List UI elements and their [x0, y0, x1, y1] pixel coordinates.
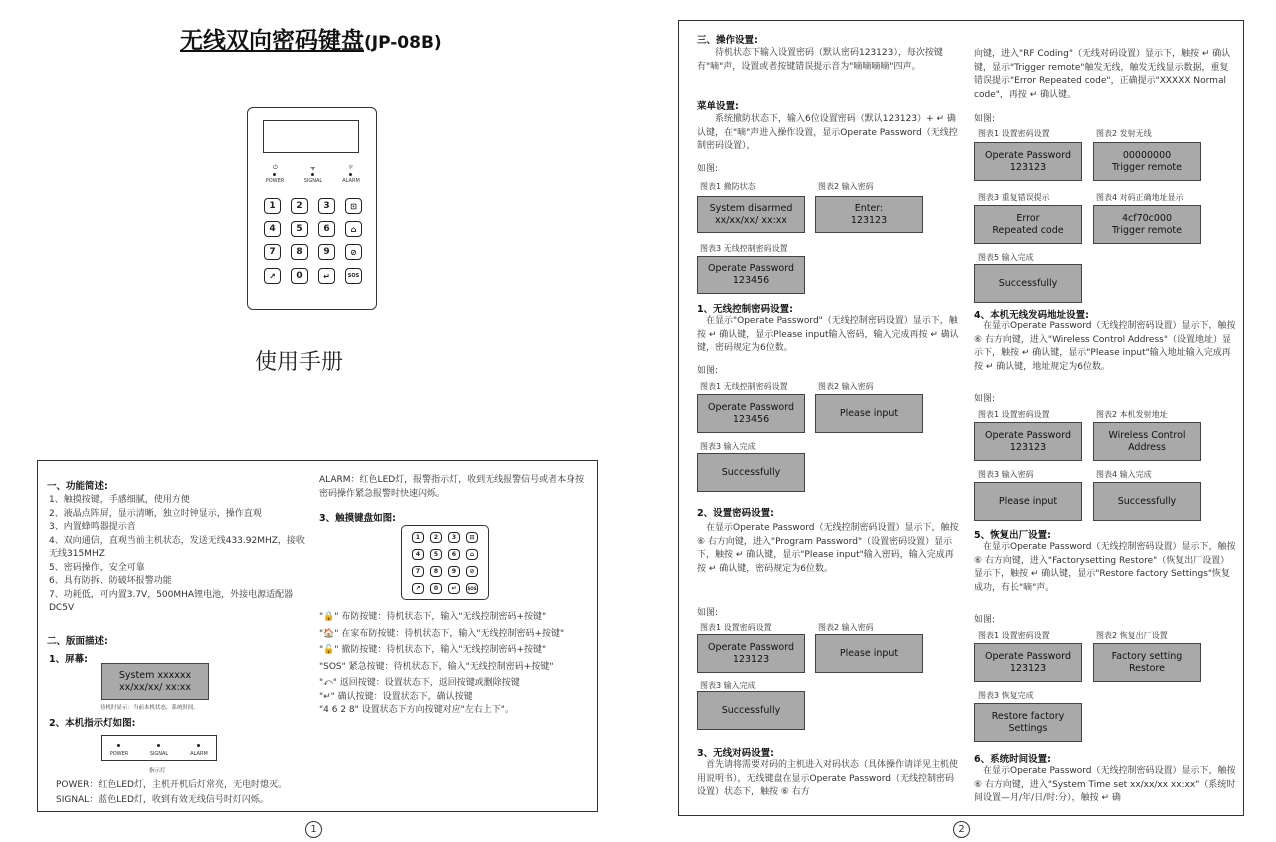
lcd-figure: Operate Password 123456 — [697, 394, 805, 433]
s1-as-shown: 如图: — [697, 366, 719, 376]
fig-caption: 图表3 输入密码 — [978, 470, 1034, 479]
features-list — [49, 494, 305, 616]
manual-title: 使用手册 — [255, 350, 344, 375]
s2-text: 在显示Operate Password（无线控制密码设置）显示下，触按 ⑥ 右方向键，进入"Program Password"（设置密码设置）显示下，触按 ↵ 确认键，显示"Please input"输入密码，输入完成再按 ↵ 确认键，密码规定为6位数。 — [697, 523, 959, 574]
key-1[interactable]: 1 — [264, 198, 281, 214]
s2-as-shown: 如图: — [697, 608, 719, 618]
s5-as-shown: 如图: — [974, 615, 996, 625]
lcd-figure: Please input — [815, 394, 923, 433]
lcd-figure: 00000000 Trigger remote — [1093, 142, 1201, 181]
screen-display: System xxxxxx xx/xx/xx/ xx:xx — [101, 663, 209, 700]
s3-heading: 3、无线对码设置: — [697, 748, 774, 759]
s4-text: 在显示Operate Password（无线控制密码设置）显示下，触按 ⑥ 右方向键，进入"Wireless Control Address"（设置地址）显示下，触按 ↵ 确认键，显示"Please input"输入地址输入完成再按 ↵ 确认键，地址规定为6位数。 — [974, 321, 1236, 372]
key-descriptions — [319, 611, 584, 718]
page-number-2: 2 — [953, 821, 970, 838]
s1-text: 在显示"Operate Password"（无线控制密码设置）显示下，触按 ↵ 确认键，显示Please input输入密码，输入完成再按 ↵ 确认键，密码规定为6位数。 — [697, 316, 959, 353]
layout-heading: 二、版面描述: — [47, 636, 108, 647]
op-text: 待机状态下输入设置密码（默认密码123123），每次按键有"嘀"声，设置或者按键错误提示音为"嘀嘀嘀嘀"四声。 — [697, 48, 943, 72]
alarm-desc: ALARM：红色LED灯，报警指示灯，收到无线报警信号或者本身按密码操作紧急报警时快速闪烁。 — [319, 475, 585, 499]
lcd-figure: Operate Password 123456 — [697, 256, 805, 294]
key-5[interactable]: 5 — [291, 221, 308, 237]
feature-item: 2、液晶点阵屏，显示清晰，独立时钟显示，操作直观 — [49, 508, 262, 519]
lcd-figure: Please input — [815, 634, 923, 673]
indicator-caption: 指示灯 — [149, 768, 166, 774]
key-desc: "↵" 确认按键：设置状态下，确认按键 — [319, 691, 473, 702]
home-key[interactable]: ⌂ — [345, 221, 362, 237]
feature-item: 3、内置蜂鸣器提示音 — [49, 522, 136, 532]
fig-caption: 图表3 输入完成 — [700, 442, 756, 451]
lcd-figure: Please input — [974, 482, 1082, 521]
fig-caption: 图表4 对码正确地址显示 — [1096, 193, 1184, 202]
lcd-figure: Enter: 123123 — [815, 196, 923, 233]
lcd-figure: Successfully — [697, 453, 805, 492]
s4-heading: 4、本机无线发码地址设置: — [974, 310, 1089, 321]
key-7[interactable]: 7 — [264, 244, 281, 260]
fig-caption: 图表4 输入完成 — [1096, 470, 1152, 479]
key-6[interactable]: 6 — [318, 221, 335, 237]
op-heading: 三、操作设置: — [697, 35, 758, 46]
device-screen — [263, 120, 359, 153]
lcd-figure: Operate Password 123123 — [974, 142, 1082, 181]
s5-heading: 5、恢复出厂设置: — [974, 530, 1051, 541]
alarm-indicator: ☼ ALARM — [342, 164, 360, 184]
fig-caption: 图表2 发射无线 — [1096, 129, 1152, 138]
lcd-figure: Factory setting Restore — [1093, 643, 1201, 682]
s1-heading: 1、无线控制密码设置: — [697, 304, 793, 315]
device-illustration — [247, 107, 377, 310]
title-text: 无线双向密码键盘 — [180, 28, 364, 54]
document-title — [180, 22, 510, 54]
menu-heading: 菜单设置: — [697, 101, 739, 112]
key-8[interactable]: 8 — [291, 244, 308, 260]
fig-caption: 图表1 设置密码设置 — [978, 631, 1050, 640]
lcd-figure: Error Repeated code — [974, 205, 1082, 244]
fig-caption: 图表1 撤防状态 — [700, 182, 756, 191]
key-3[interactable]: 3 — [318, 198, 335, 214]
lcd-figure: System disarmed xx/xx/xx/ xx:xx — [697, 196, 805, 233]
fig-caption: 图表3 无线控制密码设置 — [700, 244, 788, 253]
lcd-figure: Operate Password 123123 — [974, 643, 1082, 682]
feature-item: 4、双向通信，直观当前主机状态，发送无线433.92MHZ，接收无线315MHZ — [49, 535, 305, 559]
fig-caption: 图表5 输入完成 — [978, 253, 1034, 262]
key-desc: "4 6 2 8" 设置状态下方向按键对应"左右上下"。 — [319, 705, 514, 715]
fig-caption: 图表1 设置密码设置 — [978, 129, 1050, 138]
lcd-figure: Successfully — [974, 264, 1082, 303]
s5-text: 在显示Operate Password（无线控制密码设置）显示下，触按 ⑥ 右方向键，进入"Factorysetting Restore"（恢复出厂设置）显示下，触按 ↵ 确认键，显示"Restore factory Settings"恢复成功，有长"嘀"声。 — [974, 542, 1236, 593]
s2-heading: 2、设置密码设置: — [697, 508, 774, 519]
s6-heading: 6、系统时间设置: — [974, 754, 1051, 765]
feature-item: 6、具有防拆、防破坏报警功能 — [49, 576, 172, 586]
fig-caption: 图表2 恢复出厂设置 — [1096, 631, 1168, 640]
indicator-heading: 2、本机指示灯如图: — [49, 718, 136, 729]
key-desc: "⤺" 返回按键：设置状态下，返回按键或删除按键 — [319, 678, 520, 688]
indicator-panel: POWER SIGNAL ALARM — [101, 735, 217, 761]
lcd-figure: 4cf70c000 Trigger remote — [1093, 205, 1201, 244]
signal-indicator: ᯤ SIGNAL — [303, 165, 323, 184]
fig-caption: 图表3 输入完成 — [700, 681, 756, 690]
lcd-figure: Operate Password 123123 — [697, 634, 805, 673]
lcd-figure: Wireless Control Address — [1093, 422, 1201, 461]
page-number-1: 1 — [305, 821, 322, 838]
sos-key[interactable]: SOS — [345, 268, 362, 284]
menu-as-shown: 如图: — [697, 164, 719, 174]
s3-cont: 向键，进入"RF Coding"（无线对码设置）显示下，触按 ↵ 确认键，显示"Trigger remote"触发无线，触发无线显示数据，重复错误提示"Error Repeated code"，正确提示"XXXXX Normal code"，再按 ↵ 确认键。 — [974, 49, 1231, 100]
s3-as-shown: 如图: — [974, 114, 996, 124]
signal-desc: SIGNAL：蓝色LED灯，收到有效无线信号时灯闪烁。 — [56, 795, 269, 805]
lcd-figure: Operate Password 123123 — [974, 422, 1082, 461]
power-desc: POWER：红色LED灯，主机开机后灯常亮，无电时熄灭。 — [56, 780, 287, 790]
model-text: (JP-08B) — [364, 33, 442, 53]
fig-caption: 图表1 无线控制密码设置 — [700, 382, 788, 391]
screen-heading: 1、屏幕: — [49, 654, 88, 665]
fig-caption: 图表2 本机发射地址 — [1096, 410, 1168, 419]
power-indicator: ⏻ POWER — [265, 164, 285, 184]
key-desc: "🔓" 撤防按键：待机状态下，输入"无线控制密码+按键" — [319, 645, 547, 655]
unlock-key[interactable]: ⊘ — [345, 244, 362, 260]
key-0[interactable]: 0 — [291, 268, 308, 284]
s6-text: 在显示Operate Password（无线控制密码设置）显示下，触按 ⑥ 右方向键，进入"System Time set xx/xx/xx xx:xx"（系统时间设置—月/年/日/时:分），触按 ↵ 确 — [974, 766, 1236, 803]
s4-as-shown: 如图: — [974, 394, 996, 404]
key-desc: "🔒" 布防按键：待机状态下，输入"无线控制密码+按键" — [319, 612, 547, 622]
lcd-figure: Successfully — [1093, 482, 1201, 521]
feature-item: 7、功耗低，可内置3.7V，500MHA锂电池，外接电源适配器DC5V — [49, 589, 294, 613]
key-9[interactable]: 9 — [318, 244, 335, 260]
enter-key[interactable]: ↵ — [318, 268, 335, 284]
lcd-figure: Successfully — [697, 691, 805, 730]
feature-item: 1、触摸按键，手感细腻，使用方便 — [49, 495, 190, 505]
menu-text: 系统撤防状态下，输入6位设置密码（默认123123）+ ↵ 确认键，在"嘀"声进入操作设置，显示Operate Password（无线控制密码设置）， — [697, 114, 958, 151]
key-desc: "SOS" 紧急按键：待机状态下，输入"无线控制密码+按键" — [319, 661, 554, 672]
features-heading: 一、功能简述: — [47, 481, 108, 492]
back-key[interactable]: ↗ — [264, 268, 281, 284]
screen-caption: 待机时显示：当前本机状态，系统时间。 — [100, 705, 200, 711]
s3-text: 首先请将需要对码的主机进入对码状态（具体操作请详见主机使用说明书），无线键盘在显示Operate Password（无线控制密码设置）状态下，触按 ⑥ 右方 — [697, 760, 959, 797]
feature-item: 5、密码操作，安全可靠 — [49, 562, 145, 573]
lcd-figure: Restore factory Settings — [974, 703, 1082, 742]
fig-caption: 图表2 输入密码 — [818, 623, 874, 632]
fig-caption: 图表1 设置密码设置 — [700, 623, 772, 632]
key-4[interactable]: 4 — [264, 221, 281, 237]
keypad-heading: 3、触摸键盘如图: — [319, 513, 396, 524]
key-2[interactable]: 2 — [291, 198, 308, 214]
fig-caption: 图表3 恢复完成 — [978, 691, 1034, 700]
fig-caption: 图表3 重复错误提示 — [978, 193, 1050, 202]
fig-caption: 图表1 设置密码设置 — [978, 410, 1050, 419]
fig-caption: 图表2 输入密码 — [818, 382, 874, 391]
fig-caption: 图表2 输入密码 — [818, 182, 874, 191]
lock-key[interactable]: ⊡ — [345, 198, 362, 214]
key-desc: "🏠" 在家布防按键：待机状态下，输入"无线控制密码+按键" — [319, 628, 565, 639]
keypad-diagram: 1 2 3 ⊡ 4 5 6 ⌂ 7 8 9 ⊘ ↗ 0 ↵ SOS — [401, 525, 489, 600]
